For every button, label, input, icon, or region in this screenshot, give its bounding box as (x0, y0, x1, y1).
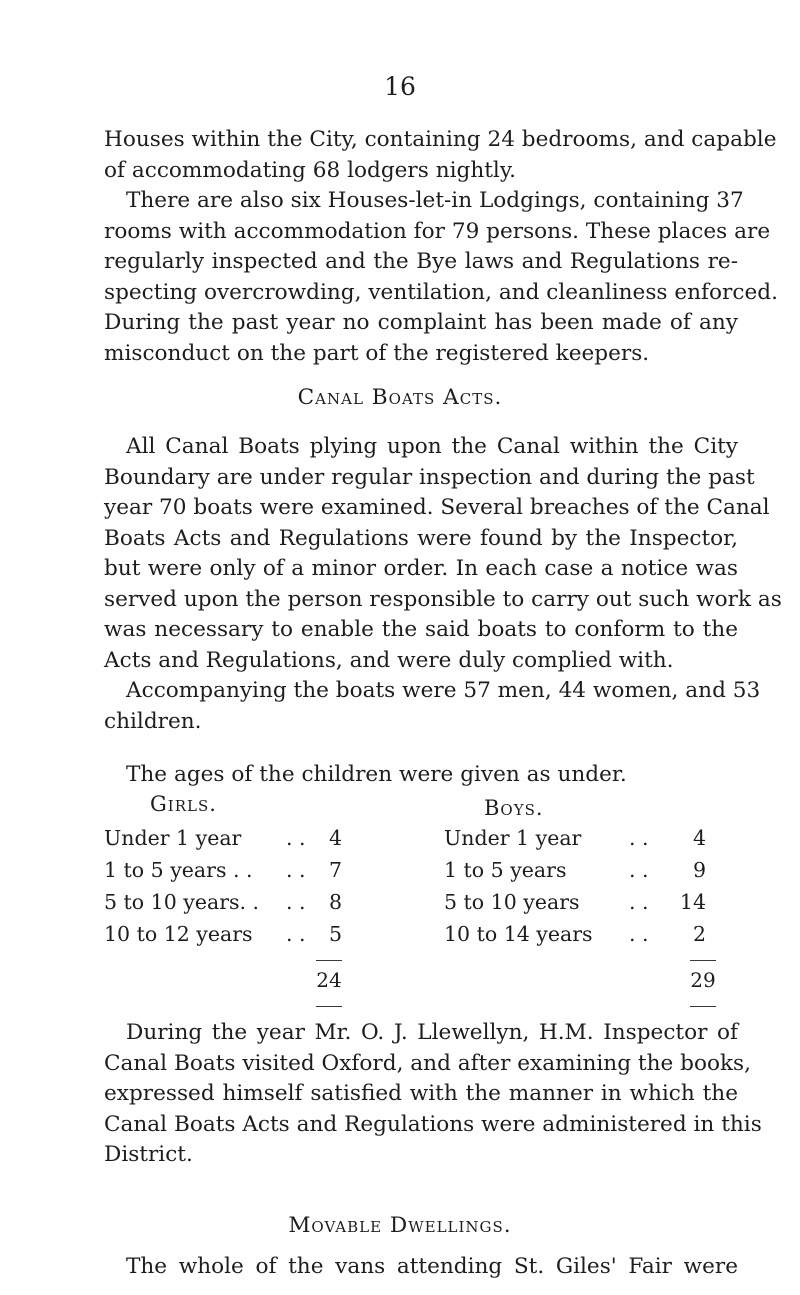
table-row (104, 890, 404, 918)
leader-dots: . . (286, 922, 306, 946)
girls-age-label: 10 to 12 years (104, 922, 253, 946)
canal-boats-heading: Canal Boats Acts. (297, 385, 503, 410)
girls-age-label: 5 to 10 years. . (104, 890, 260, 914)
intro-paragraph (104, 125, 777, 186)
girls-heading: Girls. (150, 792, 217, 816)
leader-dots: . . (629, 890, 649, 914)
text-line: During the year Mr. O. J. Llewellyn, H.M. Inspector of (126, 1020, 738, 1045)
boys-age-label: Under 1 year (444, 826, 582, 850)
girls-age-label: Under 1 year (104, 826, 242, 850)
girls-count: 8 (328, 890, 342, 914)
canal-paragraph (104, 432, 782, 676)
boys-age-label: 1 to 5 years (444, 858, 567, 882)
boys-count: 2 (692, 922, 706, 946)
boys-total: 29 (690, 968, 716, 992)
text-line: children. (104, 708, 202, 734)
inspector-paragraph (104, 1018, 762, 1171)
text-line: All Canal Boats plying upon the Canal within the City (126, 434, 738, 459)
text-line: There are also six Houses-let-in Lodgings, containing 37 (126, 188, 744, 213)
text-line: regularly inspected and the Bye laws and Regulations re- (104, 249, 738, 274)
girls-count: 4 (328, 826, 342, 850)
girls-count: 7 (328, 858, 342, 882)
accompanying-paragraph (104, 676, 761, 737)
boys-age-label: 5 to 10 years (444, 890, 580, 914)
text-line: of accommodating 68 lodgers nightly. (104, 157, 517, 183)
text-line: Canal Boats visited Oxford, and after examining the books, (104, 1050, 751, 1076)
text-line: Accompanying the boats were 57 men, 44 women, and 53 (126, 678, 761, 703)
text-line: expressed himself satisfied with the manner in which the (104, 1081, 738, 1106)
text-line: misconduct on the part of the registered keepers. (104, 340, 650, 366)
table-row (444, 922, 744, 950)
leader-dots: . . (286, 890, 306, 914)
text-line: Boundary are under regular inspection and during the past (104, 464, 755, 490)
lodgings-paragraph (104, 186, 778, 369)
leader-dots: . . (629, 826, 649, 850)
movable-paragraph (104, 1252, 738, 1283)
leader-dots: . . (629, 858, 649, 882)
ages-intro (104, 760, 664, 791)
boys-count: 9 (692, 858, 706, 882)
movable-dwellings-heading: Movable Dwellings. (288, 1213, 512, 1238)
table-row (444, 890, 744, 918)
leader-dots: . . (629, 922, 649, 946)
sum-rule (316, 1006, 342, 1007)
sum-rule (316, 960, 342, 961)
text-line: The ages of the children were given as under. (126, 762, 627, 787)
text-line: During the past year no complaint has been made of any (104, 310, 738, 335)
text-line: served upon the person responsible to carry out such work as (104, 586, 782, 612)
text-line: was necessary to enable the said boats to conform to the (104, 617, 738, 642)
table-row (444, 826, 744, 854)
text-line: The whole of the vans attending St. Giles' Fair were (126, 1254, 738, 1279)
page-number: 16 (384, 72, 416, 101)
girls-age-label: 1 to 5 years . . (104, 858, 253, 882)
leader-dots: . . (286, 858, 306, 882)
sum-rule (690, 960, 716, 961)
boys-heading: Boys. (484, 796, 544, 820)
text-line: rooms with accommodation for 79 persons. These places are (104, 218, 771, 244)
table-row (104, 858, 404, 886)
sum-rule (690, 1006, 716, 1007)
text-line: specting overcrowding, ventilation, and cleanliness enforced. (104, 279, 778, 305)
boys-count: 14 (679, 890, 706, 914)
girls-count: 5 (328, 922, 342, 946)
text-line: but were only of a minor order. In each case a notice was (104, 556, 738, 581)
table-row (104, 826, 404, 854)
boys-age-label: 10 to 14 years (444, 922, 593, 946)
text-line: Boats Acts and Regulations were found by the Inspector, (104, 525, 738, 551)
table-row (444, 858, 744, 886)
girls-total: 24 (316, 968, 342, 992)
text-line: Canal Boats Acts and Regulations were administered in this (104, 1111, 762, 1137)
text-line: Houses within the City, containing 24 bedrooms, and capable (104, 127, 777, 152)
boys-count: 4 (692, 826, 706, 850)
table-row (104, 922, 404, 950)
text-line: Acts and Regulations, and were duly complied with. (104, 647, 674, 673)
leader-dots: . . (286, 826, 306, 850)
text-line: District. (104, 1142, 193, 1167)
text-line: year 70 boats were examined. Several breaches of the Canal (104, 495, 770, 520)
